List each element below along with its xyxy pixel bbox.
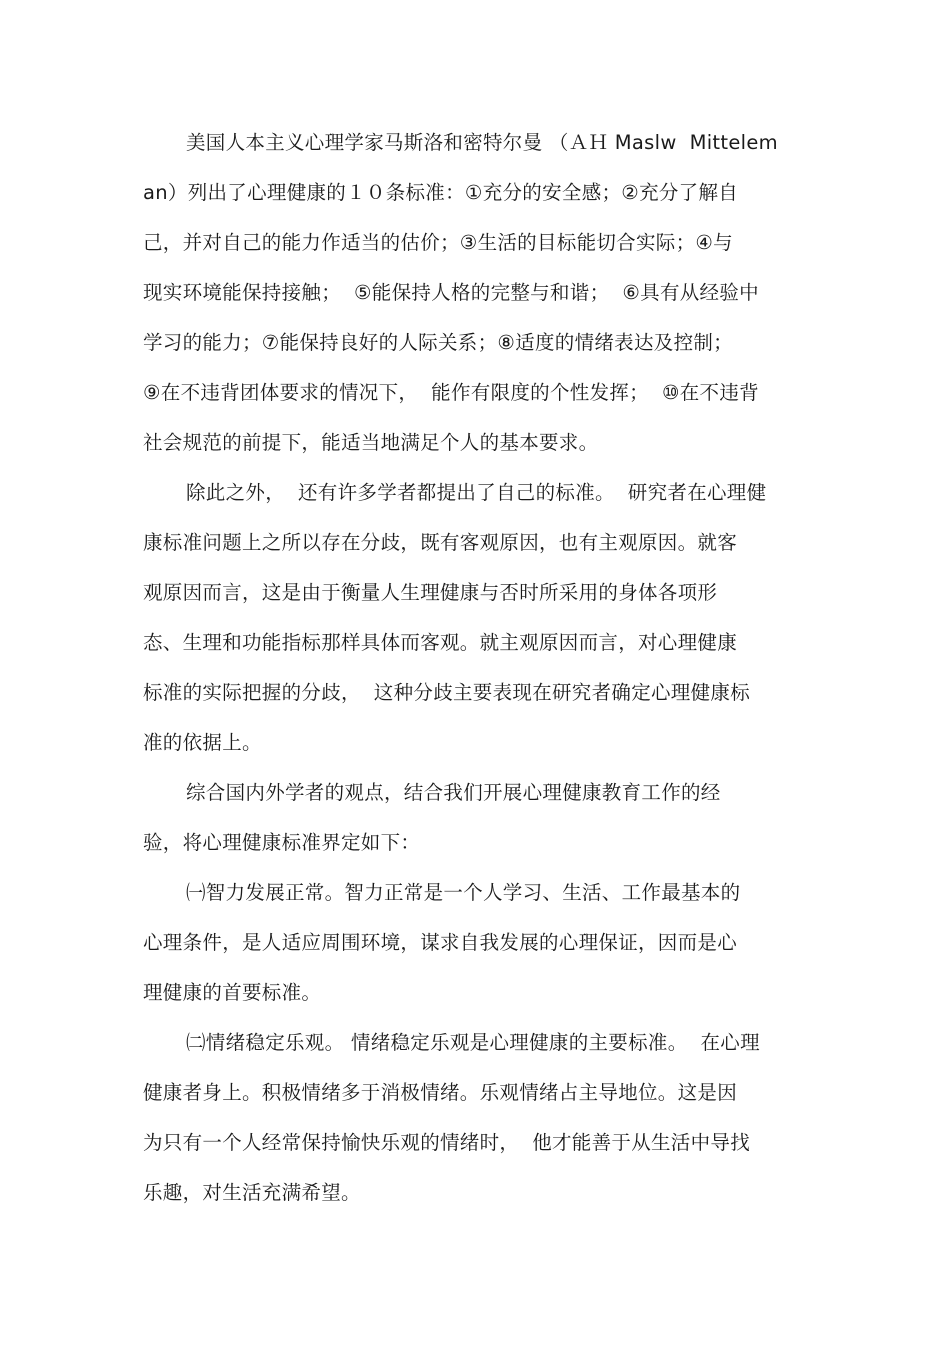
paragraph-1-line-3: 己，并对自己的能力作适当的估价；③生活的目标能切合实际；④与: [143, 231, 733, 254]
paragraph-1-line-7: 社会规范的前提下，能适当地满足个人的基本要求。: [143, 431, 599, 454]
paragraph-1-line-2: an）列出了心理健康的１０条标准：①充分的安全感；②充分了解自: [143, 181, 739, 204]
paragraph-2-line-1: 除此之外， 还有许多学者都提出了自己的标准。 研究者在心理健: [186, 481, 767, 504]
paragraph-5-line-1: ㈡情绪稳定乐观。 情绪稳定乐观是心理健康的主要标准。 在心理: [186, 1031, 760, 1054]
paragraph-2-line-2: 康标准问题上之所以存在分歧，既有客观原因，也有主观原因。就客: [143, 531, 738, 554]
paragraph-4-line-2: 心理条件，是人适应周围环境，谋求自我发展的心理保证，因而是心: [143, 931, 738, 954]
paragraph-3-line-2: 验，将心理健康标准界定如下：: [143, 831, 421, 854]
paragraph-1-line-1: 美国人本主义心理学家马斯洛和密特尔曼 （ＡＨ Maslw Mittelem: [186, 131, 778, 154]
paragraph-2-line-4: 态、生理和功能指标那样具体而客观。就主观原因而言，对心理健康: [143, 631, 738, 654]
paragraph-2-line-3: 观原因而言，这是由于衡量人生理健康与否时所采用的身体各项形: [143, 581, 718, 604]
paragraph-5-line-4: 乐趣，对生活充满希望。: [143, 1181, 361, 1204]
paragraph-4-line-1: ㈠智力发展正常。智力正常是一个人学习、生活、工作最基本的: [186, 881, 741, 904]
paragraph-5-line-3: 为只有一个人经常保持愉快乐观的情绪时， 他才能善于从生活中导找: [143, 1131, 750, 1154]
paragraph-1-line-4: 现实环境能保持接触； ⑤能保持人格的完整与和谐； ⑥具有从经验中: [143, 281, 759, 304]
paragraph-4-line-3: 理健康的首要标准。: [143, 981, 322, 1004]
paragraph-2-line-5: 标准的实际把握的分歧， 这种分歧主要表现在研究者确定心理健康标: [143, 681, 750, 704]
paragraph-3-line-1: 综合国内外学者的观点，结合我们开展心理健康教育工作的经: [186, 781, 721, 804]
paragraph-1-line-5: 学习的能力；⑦能保持良好的人际关系；⑧适度的情绪表达及控制；: [143, 331, 733, 354]
paragraph-5-line-2: 健康者身上。积极情绪多于消极情绪。乐观情绪占主导地位。这是因: [143, 1081, 738, 1104]
paragraph-2-line-6: 准的依据上。: [143, 731, 262, 754]
paragraph-1-line-6: ⑨在不违背团体要求的情况下， 能作有限度的个性发挥； ⑩在不违背: [143, 381, 759, 404]
